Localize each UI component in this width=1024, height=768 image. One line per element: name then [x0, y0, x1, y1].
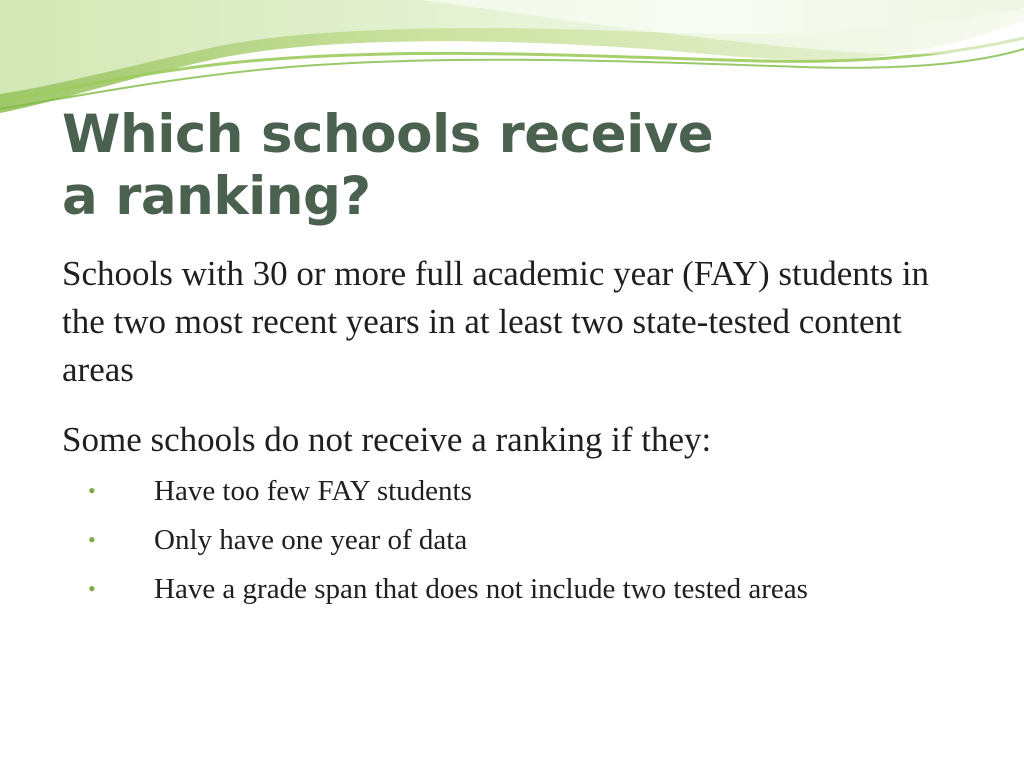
- bullet-icon: •: [88, 576, 96, 601]
- list-item: [88, 521, 878, 559]
- bullet-text: Have a grade span that does not include two tested areas: [154, 573, 808, 605]
- bullet-text: Only have one year of data: [154, 524, 468, 556]
- slide-title: [62, 104, 882, 228]
- exceptions-intro: Some schools do not receive a ranking if they:: [62, 420, 712, 459]
- decorative-wave-band: [0, 0, 1024, 120]
- list-item: [88, 570, 878, 608]
- bullet-icon: •: [88, 527, 96, 552]
- bullet-text: Have too few FAY students: [154, 475, 472, 507]
- slide-title-line-2: a ranking?: [62, 166, 371, 227]
- bullet-icon: •: [88, 478, 96, 503]
- eligibility-paragraph: Schools with 30 or more full academic year (FAY) students in the two most recent years in at least two state-tested content areas: [62, 254, 930, 389]
- exceptions-list: [88, 472, 878, 619]
- slide-title-line-1: Which schools receive: [62, 104, 714, 165]
- list-item: [88, 472, 878, 510]
